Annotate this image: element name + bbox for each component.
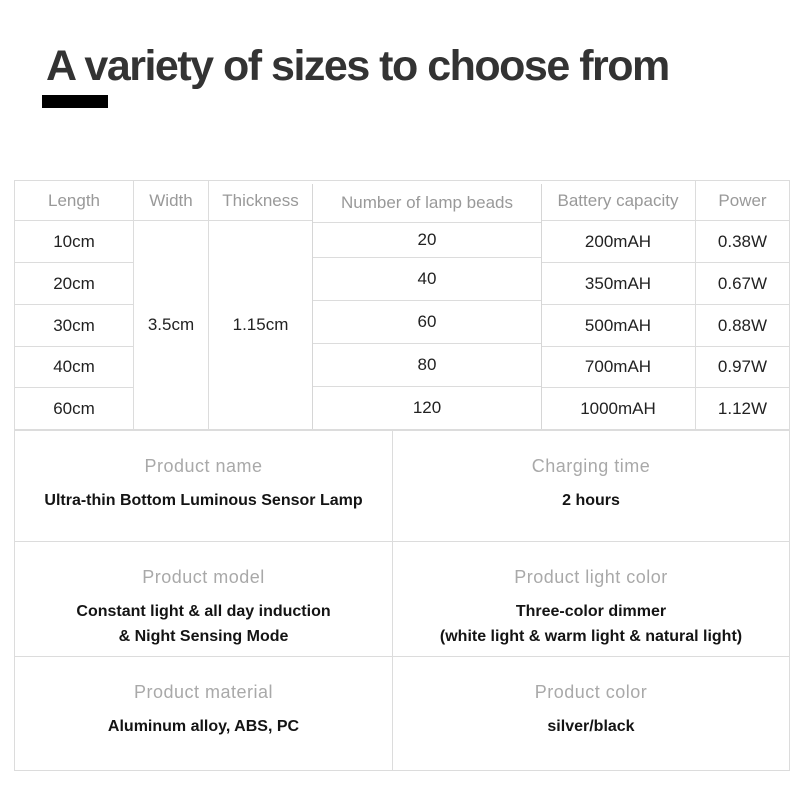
power-value: 0.88W bbox=[696, 305, 789, 347]
column-header-power: Power bbox=[696, 181, 789, 221]
panel-value: (white light & warm light & natural light) bbox=[439, 628, 743, 645]
lamp-beads-value: 20 bbox=[313, 223, 541, 258]
panel-product-name bbox=[15, 431, 393, 542]
column-header-battery: Battery capacity bbox=[541, 181, 696, 221]
panel-product-color bbox=[393, 657, 789, 770]
panel-charging-time bbox=[393, 431, 789, 542]
panel-value: Ultra-thin Bottom Luminous Sensor Lamp bbox=[44, 492, 363, 509]
column-header-width: Width bbox=[134, 181, 209, 221]
panel-product-light-color bbox=[393, 542, 789, 657]
thickness-merged-value: 1.15cm bbox=[209, 221, 313, 429]
panel-value: 2 hours bbox=[562, 492, 620, 509]
spec-table bbox=[14, 180, 790, 430]
length-value: 60cm bbox=[15, 388, 134, 429]
panel-label: Charging time bbox=[531, 456, 651, 476]
title-underline-bar bbox=[42, 95, 108, 108]
lamp-beads-value: 120 bbox=[412, 398, 442, 417]
panel-value: Three-color dimmer bbox=[515, 603, 667, 620]
panel-product-model bbox=[15, 542, 393, 657]
panel-label: Product material bbox=[133, 682, 274, 702]
panel-value: silver/black bbox=[547, 718, 635, 735]
length-value: 20cm bbox=[15, 263, 134, 305]
power-value: 1.12W bbox=[696, 388, 789, 429]
power-value: 0.38W bbox=[696, 221, 789, 263]
power-value: 0.67W bbox=[696, 263, 789, 305]
lamp-beads-value: 40 bbox=[313, 258, 541, 301]
battery-value: 1000mAH bbox=[541, 388, 696, 429]
power-value: 0.97W bbox=[696, 347, 789, 388]
width-merged-value: 3.5cm bbox=[134, 221, 209, 429]
panel-product-material bbox=[15, 657, 393, 770]
column-header-thickness: Thickness bbox=[209, 181, 313, 221]
lamp-beads-value: 80 bbox=[313, 344, 541, 387]
panel-value: Constant light & all day induction bbox=[76, 603, 331, 620]
panel-label: Product name bbox=[144, 456, 263, 476]
battery-value: 700mAH bbox=[541, 347, 696, 388]
battery-value: 350mAH bbox=[541, 263, 696, 305]
lamp-beads-value: 60 bbox=[313, 301, 541, 344]
panel-value: & Night Sensing Mode bbox=[118, 628, 289, 645]
battery-value: 500mAH bbox=[541, 305, 696, 347]
length-value: 40cm bbox=[15, 347, 134, 388]
panel-label: Product color bbox=[534, 682, 648, 702]
column-header-lamp-beads: Number of lamp beads bbox=[313, 184, 541, 223]
panel-value: Aluminum alloy, ABS, PC bbox=[107, 718, 300, 735]
panel-label: Product model bbox=[142, 567, 265, 587]
info-panels bbox=[14, 430, 790, 771]
panel-label: Product light color bbox=[514, 567, 668, 587]
page-title: A variety of sizes to choose from bbox=[46, 42, 669, 90]
column-header-length: Length bbox=[15, 181, 134, 221]
lamp-beads-column bbox=[312, 183, 542, 429]
battery-value: 200mAH bbox=[541, 221, 696, 263]
length-value: 30cm bbox=[15, 305, 134, 347]
length-value: 10cm bbox=[15, 221, 134, 263]
